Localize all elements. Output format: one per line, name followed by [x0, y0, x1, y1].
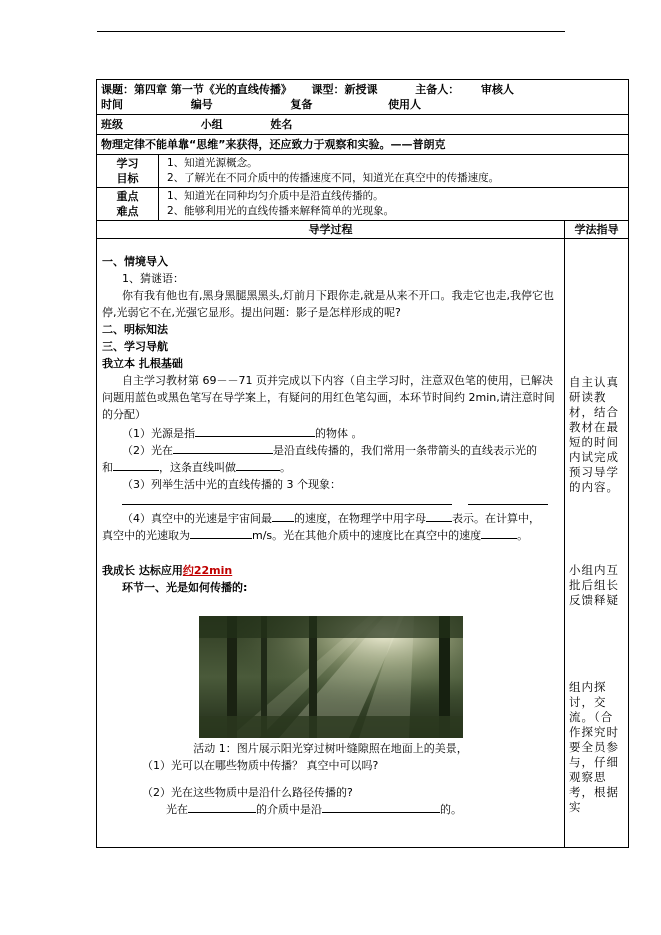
answer-blank[interactable]: [190, 538, 252, 539]
header-row-1: [97, 80, 629, 115]
question-2-cont: 和 ，这条直线叫做 。: [102, 461, 291, 474]
question-3: （3）列举生活中光的直线传播的 3 个现象：: [122, 478, 341, 491]
objective-item: 2、了解光在不同介质中的传播速度不同，知道光在真空中的传播速度。: [167, 172, 500, 184]
answer-blank[interactable]: [468, 504, 548, 505]
keypoints-label-2: 难点: [116, 205, 139, 218]
reviewer-label: 审核人: [480, 83, 514, 96]
question-2: （2）光在 是沿直线传播的，我们常用一条带箭头的直线表示光的: [122, 444, 537, 457]
answer-blank[interactable]: [188, 812, 256, 813]
riddle-text: 你有我有他也有,黑身黑腿黑黑头,灯前月下跟你走,就是从来不开口。我走它也走,我停它也停,光弱它不在,光强它显形。提出问题：影子是怎样形成的呢?: [102, 289, 554, 319]
class-label: 班级: [101, 118, 123, 131]
name-label: 姓名: [270, 118, 293, 131]
column-header-row: [97, 221, 629, 239]
process-column-header: 导学过程: [97, 221, 565, 239]
objective-item: 1、知道光源概念。: [167, 157, 258, 169]
content-row: [97, 239, 629, 848]
activity-1-question-2: （2）光在这些物质中是沿什么路径传播的?: [142, 786, 353, 799]
answer-blank[interactable]: [113, 470, 159, 471]
answer-blank[interactable]: [481, 538, 517, 539]
question-4: （4）真空中的光速是宇宙间最 的速度，在物理学中用字母 表示。在计算中，: [122, 512, 540, 525]
objectives-row: [97, 155, 629, 188]
answer-blank[interactable]: [272, 521, 294, 522]
question-3-blanks: [102, 493, 559, 510]
forest-sunbeam-photo: [199, 616, 463, 738]
question-4-cont: 真空中的光速取为 m/s。光在其他介质中的速度比在真空中的速度 。: [102, 529, 529, 542]
side-guide-self-study: 自主认真研读教材，结合教材在最短的时间内试完成预习导学的内容。: [569, 375, 619, 494]
backup-label: 复备: [290, 98, 313, 111]
question-1: （1）光源是指 的物体 。: [122, 427, 363, 440]
lesson-plan-table: [96, 79, 629, 848]
quote: 物理定律不能单靠“思维”来获得，还应致力于观察和实验。——普朗克: [97, 135, 629, 155]
activity-1-caption: 活动 1：图片展示阳光穿过树叶缝隙照在地面上的美景，: [193, 742, 468, 755]
type-label: 课型：新授课: [311, 83, 378, 96]
activity-1-question-3: 光在 的介质中是沿 的。: [166, 803, 462, 816]
section-navigation: 三、学习导航: [102, 340, 168, 353]
objectives-label-2: 目标: [116, 172, 139, 185]
quote-row: [97, 135, 629, 155]
keypoints-row: [97, 188, 629, 221]
section-goals: 二、明标知法: [102, 323, 168, 336]
keypoint-item: 2、能够利用光的直线传播来解释简单的光现象。: [167, 205, 395, 217]
time-label: 时间: [101, 98, 123, 111]
header-rule: [97, 31, 565, 32]
time-estimate: 约22min: [182, 564, 233, 577]
answer-blank[interactable]: [122, 504, 452, 505]
link-1-heading: 环节一、光是如何传播的:: [122, 581, 248, 594]
wo-cheng-zhang-heading: 我成长 达标应用约22min: [102, 564, 233, 577]
self-study-instructions: 自主学习教材第 69－－71 页并完成以下内容（自主学习时，注意双色笔的使用，已解决问题用蓝色或黑色笔写在导学案上，有疑问的用红色笔勾画，本环节时间约 2min,请注意时间的分配）: [102, 374, 555, 421]
riddle-title: 1、猜谜语：: [122, 272, 184, 285]
answer-blank[interactable]: [426, 521, 452, 522]
group-label: 小组: [200, 118, 223, 131]
activity-1-question-1: （1）光可以在哪些物质中传播？ 真空中可以吗?: [142, 759, 379, 772]
wo-li-ben-heading: 我立本 扎根基础: [102, 357, 183, 370]
keypoints-label-1: 重点: [116, 190, 139, 203]
answer-blank[interactable]: [195, 436, 315, 437]
answer-blank[interactable]: [236, 470, 280, 471]
side-guide-group-review: 小组内互批后组长反馈释疑: [569, 563, 619, 607]
section-situation-intro: 一、情境导入: [102, 255, 168, 268]
preparer-label: 主备人：: [415, 83, 460, 96]
number-label: 编号: [190, 98, 213, 111]
course-label: 课题：第四章 第一节《光的直线传播》: [101, 83, 292, 96]
header-row-3: [97, 115, 629, 135]
answer-blank[interactable]: [322, 812, 440, 813]
guide-column-header: 学法指导: [565, 221, 629, 239]
user-label: 使用人: [388, 98, 422, 111]
answer-blank[interactable]: [173, 453, 273, 454]
objectives-label-1: 学习: [116, 157, 139, 170]
keypoint-item: 1、知道光在同种均匀介质中是沿直线传播的。: [167, 190, 384, 202]
side-guide-group-discussion: 组内探讨，交流。（合作探究时要全员参与，仔细观察思考，根据实: [569, 680, 619, 814]
